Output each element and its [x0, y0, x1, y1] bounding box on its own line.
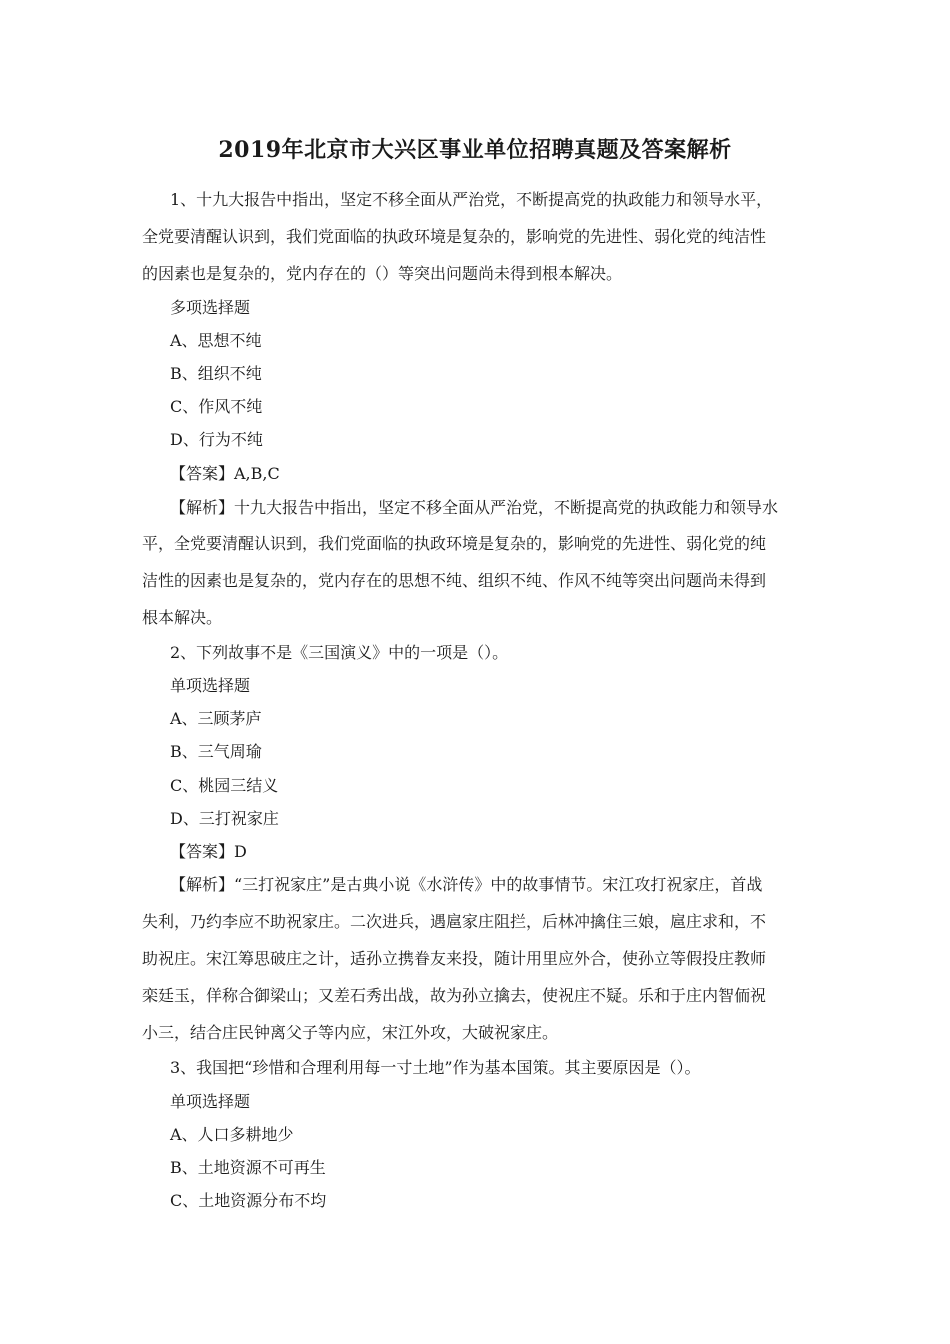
q3-question-type: 单项选择题: [170, 1092, 251, 1111]
q1-analysis-line-2: 平，全党要清醒认识到，我们党面临的执政环境是复杂的，影响党的先进性、弱化党的纯: [142, 534, 767, 553]
document-title: 2019年北京市大兴区事业单位招聘真题及答案解析: [218, 137, 732, 163]
q2-analysis-line-4: 栾廷玉，佯称合御梁山；又差石秀出战，故为孙立擒去，使祝庄不疑。乐和于庄内智侕祝: [142, 986, 767, 1005]
q2-option-c: C、桃园三结义: [170, 776, 279, 795]
q1-answer: 【答案】A,B,C: [170, 464, 280, 483]
q1-option-d: D、行为不纯: [170, 430, 263, 449]
q2-option-b: B、三气周瑜: [170, 742, 262, 761]
q2-answer: 【答案】D: [170, 842, 247, 861]
q2-analysis-line-1: 【解析】“三打祝家庄”是古典小说《水浒传》中的故事情节。宋江攻打祝家庄，首战: [170, 875, 763, 894]
q2-option-d: D、三打祝家庄: [170, 809, 279, 828]
q3-option-a: A、人口多耕地少: [170, 1125, 294, 1144]
q1-analysis-line-1: 【解析】十九大报告中指出，坚定不移全面从严治党，不断提高党的执政能力和领导水: [170, 498, 779, 517]
q2-analysis-line-2: 失利，乃约李应不助祝家庄。二次进兵，遇扈家庄阻拦，后林冲擒住三娘，扈庄求和，不: [142, 912, 767, 931]
q3-option-c: C、土地资源分布不均: [170, 1191, 327, 1210]
q1-stem-line-1: 1、十九大报告中指出，坚定不移全面从严治党，不断提高党的执政能力和领导水平，: [170, 190, 773, 209]
q1-stem-line-3: 的因素也是复杂的，党内存在的（）等突出问题尚未得到根本解决。: [142, 264, 623, 283]
q2-stem-line-1: 2、下列故事不是《三国演义》中的一项是（）。: [170, 643, 509, 662]
q3-stem-line-1: 3、我国把“珍惜和合理利用每一寸土地”作为基本国策。其主要原因是（）。: [170, 1058, 701, 1077]
q2-analysis-line-3: 助祝庄。宋江筹思破庄之计，适孙立携眷友来投，随计用里应外合，使孙立等假投庄教师: [142, 949, 767, 968]
q1-analysis-line-3: 洁性的因素也是复杂的，党内存在的思想不纯、组织不纯、作风不纯等突出问题尚未得到: [142, 571, 767, 590]
q2-analysis-line-5: 小三，结合庄民钟离父子等内应，宋江外攻，大破祝家庄。: [142, 1023, 559, 1042]
q3-option-b: B、土地资源不可再生: [170, 1158, 326, 1177]
q2-option-a: A、三顾茅庐: [170, 709, 262, 728]
q1-option-b: B、组织不纯: [170, 364, 262, 383]
q1-option-c: C、作风不纯: [170, 397, 263, 416]
q1-stem-line-2: 全党要清醒认识到，我们党面临的执政环境是复杂的，影响党的先进性、弱化党的纯洁性: [142, 227, 767, 246]
q1-analysis-line-4: 根本解决。: [142, 608, 223, 627]
q1-question-type: 多项选择题: [170, 298, 251, 317]
q1-option-a: A、思想不纯: [170, 331, 262, 350]
q2-question-type: 单项选择题: [170, 676, 251, 695]
